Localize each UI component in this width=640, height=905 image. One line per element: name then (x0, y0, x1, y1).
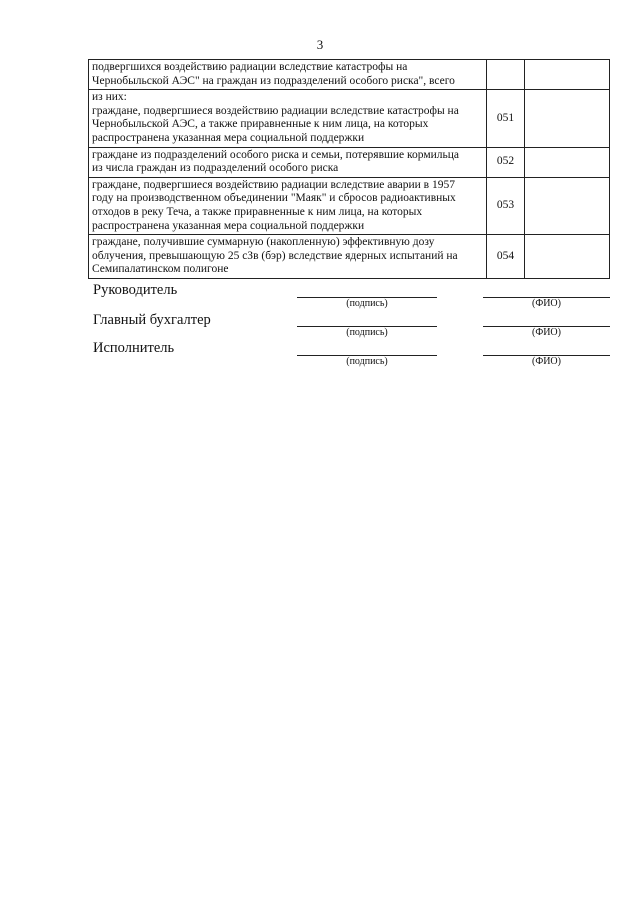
signature-caption: (подпись) (346, 356, 388, 367)
description-line: отходов в реку Теча, а также приравненные к ним лица, на которых (92, 205, 423, 218)
row-value-cell (525, 147, 610, 177)
description-line: распространена указанная мера социальной поддержки (92, 131, 365, 144)
row-code: 052 (487, 147, 525, 177)
description-line: граждане, подвергшиеся воздействию радиации вследствие аварии в 1957 (92, 178, 455, 191)
description-line: году на производственном объединении "Маяк" и сбросов радиоактивных (92, 192, 456, 205)
row-description (89, 235, 487, 279)
description-line: облучения, превышающую 25 сЗв (бэр) вследствие ядерных испытаний на (92, 249, 458, 262)
row-value-cell (525, 235, 610, 279)
name-caption: (ФИО) (531, 298, 561, 309)
signature-caption: (подпись) (346, 327, 388, 338)
description-line: Чернобыльской АЭС, а также приравненные к ним лица, на которых (92, 118, 429, 131)
name-caption: (ФИО) (531, 356, 561, 367)
row-value-cell (525, 60, 610, 90)
signature-label: Руководитель (93, 282, 178, 298)
table-row (89, 235, 610, 279)
signature-label: Главный бухгалтер (93, 312, 211, 328)
signature-label: Исполнитель (93, 340, 175, 356)
row-description (89, 177, 487, 234)
row-description (89, 90, 487, 147)
description-line: из числа граждан из подразделений особого риска (92, 162, 339, 175)
row-code: 054 (487, 235, 525, 279)
row-code: 051 (487, 90, 525, 147)
row-description (89, 147, 487, 177)
name-caption: (ФИО) (531, 327, 561, 338)
row-value-cell (525, 90, 610, 147)
table-row (89, 60, 610, 90)
signature-caption: (подпись) (346, 298, 388, 309)
description-line: Семипалатинском полигоне (92, 263, 229, 276)
table-row (89, 177, 610, 234)
row-value-cell (525, 177, 610, 234)
description-line: граждане, получившие суммарную (накопленную) эффективную дозу (92, 236, 435, 249)
description-line: граждане, подвергшиеся воздействию радиации вследствие катастрофы на (92, 104, 459, 117)
description-line: подвергшихся воздействию радиации вследствие катастрофы на (92, 61, 408, 73)
page-number: 3 (316, 37, 324, 52)
description-line: распространена указанная мера социальной поддержки (92, 219, 365, 232)
row-code: 053 (487, 177, 525, 234)
description-line: Чернобыльской АЭС" на граждан из подразделений особого риска", всего (92, 74, 455, 87)
row-description (89, 60, 487, 90)
description-line: граждане из подразделений особого риска и семьи, потерявшие кормильца (92, 148, 460, 161)
description-line: из них: (92, 91, 127, 104)
table-row (89, 147, 610, 177)
table-row (89, 90, 610, 147)
form-table (88, 59, 610, 279)
row-code (487, 60, 525, 90)
